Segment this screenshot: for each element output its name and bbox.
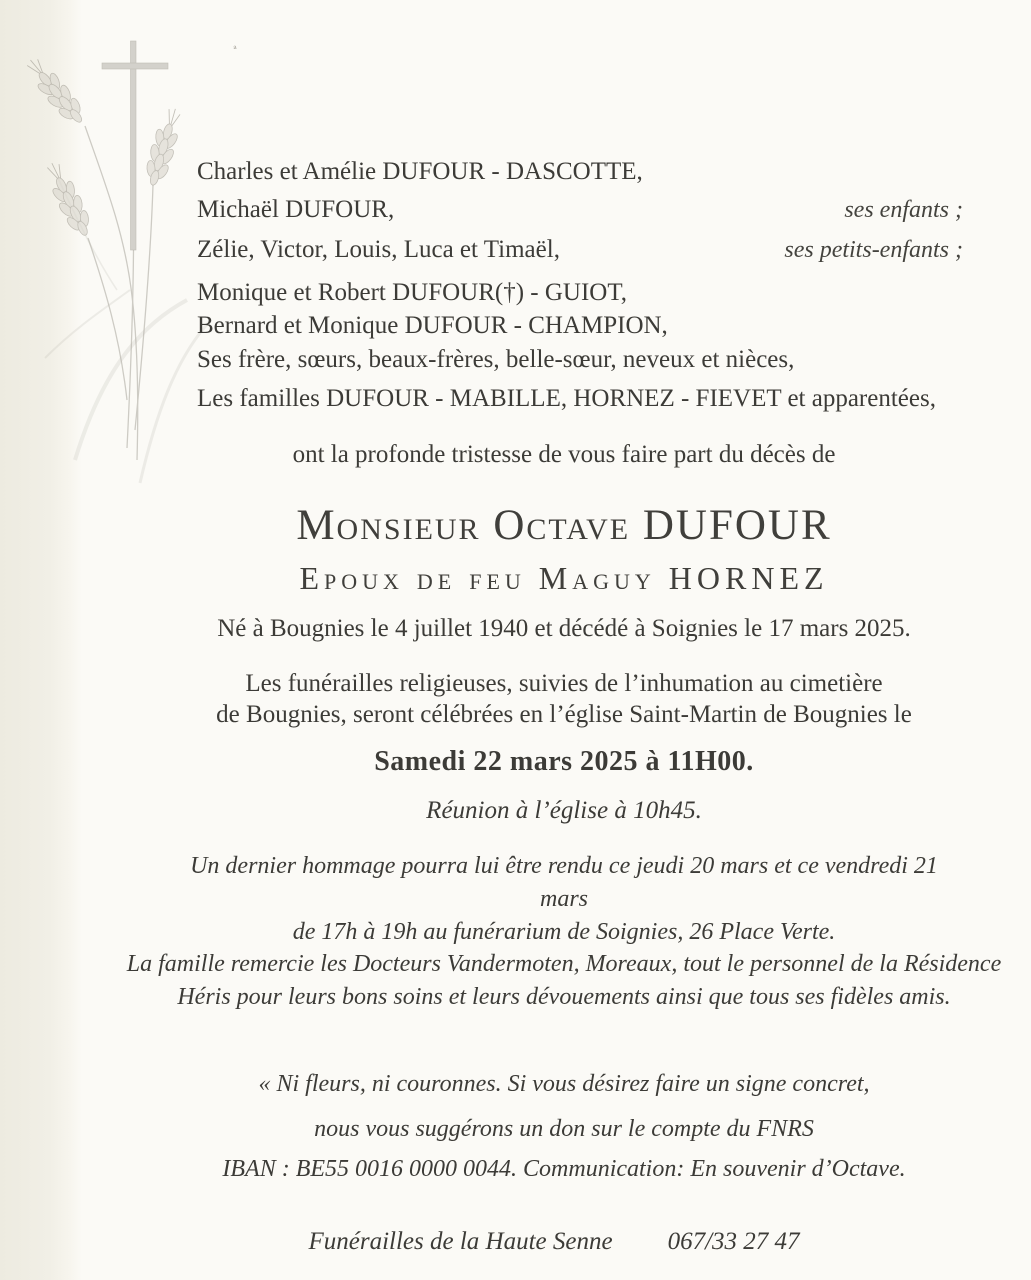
family-names: Zélie, Victor, Louis, Luca et Timaël, (197, 236, 560, 263)
family-line-7 (197, 385, 963, 414)
family-line-6 (197, 346, 963, 375)
donation-iban-line: IBAN : BE55 0016 0000 0044. Communication: En souvenir d’Octave. (222, 1156, 906, 1182)
family-names: Bernard et Monique DUFOUR - CHAMPION, (197, 312, 668, 339)
family-names: Charles et Amélie DUFOUR - DASCOTTE, (197, 158, 643, 185)
life-dates-line: Né à Bougnies le 4 juillet 1940 et décédé à Soignies le 17 mars 2025. (217, 615, 911, 642)
thanks-paragraph (104, 948, 1024, 1014)
family-line-1 (197, 158, 963, 187)
wheat-ears (19, 52, 187, 241)
funeral-home-footer (174, 1227, 934, 1257)
spouse-line: Epoux de feu Maguy HORNEZ (299, 560, 829, 596)
donation-line-1: « Ni fleurs, ni couronnes. Si vous désirez faire un signe concret, (258, 1071, 870, 1097)
tribute-paragraph (184, 850, 944, 949)
family-line-3 (197, 236, 963, 265)
family-line-2 (197, 196, 963, 225)
tribute-line-1: Un dernier hommage pourra lui être rendu ce jeudi 20 mars et ce vendredi 21 mars (190, 853, 938, 912)
thanks-line-1: La famille remercie les Docteurs Vandermoten, Moreaux, tout le personnel de la Résidence (126, 951, 1002, 977)
family-names: Michaël DUFOUR, (197, 196, 395, 223)
family-names: Les familles DUFOUR - MABILLE, HORNEZ - FIEVET et apparentées, (197, 385, 936, 412)
ceremony-datetime: Samedi 22 mars 2025 à 11H00. (374, 746, 754, 777)
intro-line: ont la profonde tristesse de vous faire part du décès de (292, 441, 836, 468)
relation-label: ses enfants ; (844, 197, 963, 223)
thanks-line-2: Héris pour leurs bons soins et leurs dévouements ainsi que tous ses fidèles amis. (177, 984, 951, 1010)
tribute-line-2: de 17h à 19h au funérarium de Soignies, 26 Place Verte. (292, 919, 836, 945)
family-names: Monique et Robert DUFOUR(†) - GUIOT, (197, 279, 628, 306)
donation-line-2: nous vous suggérons un don sur le compte du FNRS (314, 1116, 814, 1142)
ceremony-paragraph (184, 668, 944, 730)
funeral-home-phone: 067/33 27 47 (667, 1228, 800, 1255)
relation-label: ses petits-enfants ; (784, 237, 963, 263)
ceremony-line-1: Les funérailles religieuses, suivies de l’inhumation au cimetière (245, 670, 883, 697)
deceased-name: Monsieur Octave DUFOUR (296, 502, 832, 549)
ceremony-line-2: de Bougnies, seront célébrées en l’église Saint-Martin de Bougnies le (216, 701, 912, 728)
family-names: Ses frère, sœurs, beaux-frères, belle-sœur, neveux et nièces, (197, 346, 795, 373)
scan-speck: ª (232, 43, 239, 57)
family-line-4 (197, 279, 963, 308)
funeral-home-name: Funérailles de la Haute Senne (308, 1228, 613, 1255)
family-line-5 (197, 312, 963, 341)
church-meeting-line: Réunion à l’église à 10h45. (426, 797, 702, 824)
